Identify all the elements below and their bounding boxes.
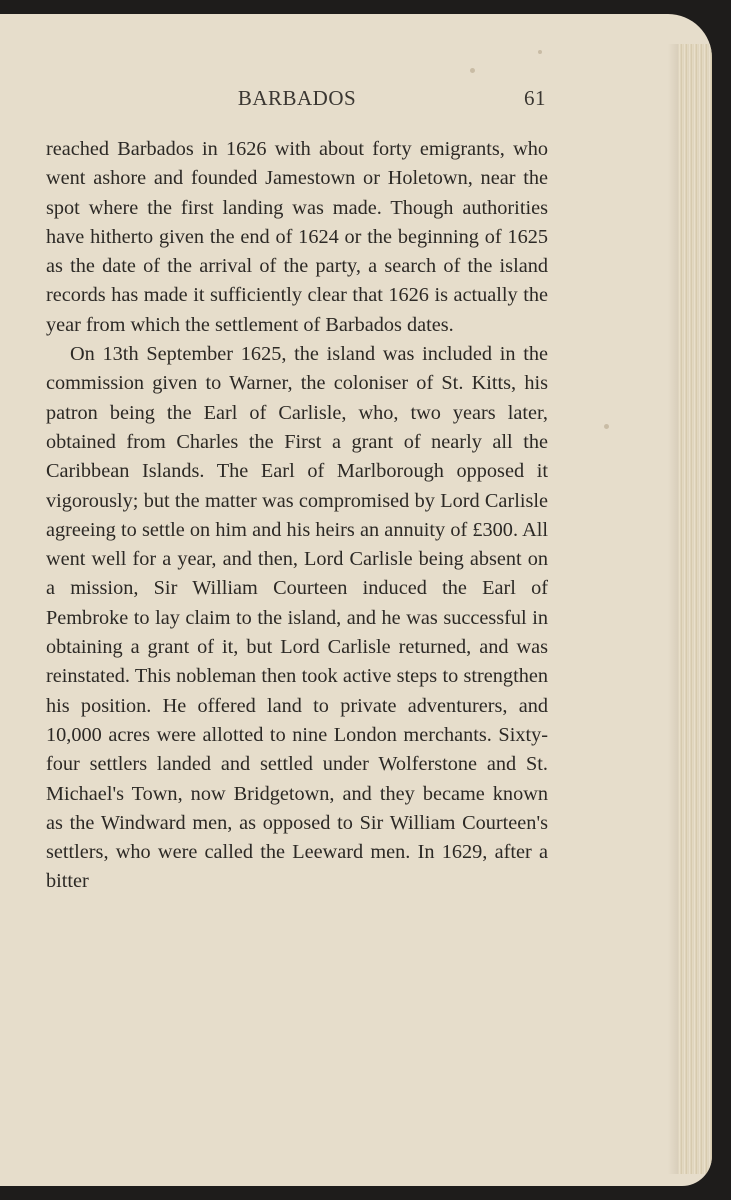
page-edge-shadow: [668, 44, 678, 1174]
page-edge-stack: [678, 44, 712, 1174]
body-text: [46, 135, 548, 897]
page-number: 61: [524, 86, 546, 110]
paragraph-continuation: reached Barbados in 1626 with about forty emigrants, who went ashore and founded Jamestown or Holetown, near the spot where the first landing was made. Though authorities have hitherto given the end of 1624 or the beginning of 1625 as the date of the arrival of the party, a search of the island records has made it sufficiently clear that 1626 is actually the year from which the settlement of Barbados dates.: [46, 138, 548, 336]
running-header: [46, 86, 548, 120]
running-title: BARBADOS: [237, 86, 357, 110]
paragraph: On 13th September 1625, the island was included in the commission given to Warner, the coloniser of St. Kitts, his patron being the Earl of Carlisle, who, two years later, obtained from Charles the First a grant of nearly all the Caribbean Islands. The Earl of Marlborough opposed it vigorously; but the matter was compromised by Lord Carlisle agreeing to settle on him and his heirs an annuity of £300. All went well for a year, and then, Lord Carlisle being absent on a mission, Sir William Courteen induced the Earl of Pembroke to lay claim to the island, and he was successful in obtaining a grant of it, but Lord Carlisle returned, and was reinstated. This nobleman then took active steps to strengthen his position. He offered land to private adventurers, and 10,000 acres were allotted to nine London merchants. Sixty-four settlers landed and settled under Wolferstone and St. Michael's Town, now Bridgetown, and they became known as the Windward men, as opposed to Sir William Courteen's settlers, who were called the Leeward men. In 1629, after a bitter: [46, 343, 548, 893]
paper-speck: [470, 68, 475, 73]
paper-speck: [604, 424, 609, 429]
paper-speck: [538, 50, 542, 54]
book-page: [0, 14, 712, 1186]
